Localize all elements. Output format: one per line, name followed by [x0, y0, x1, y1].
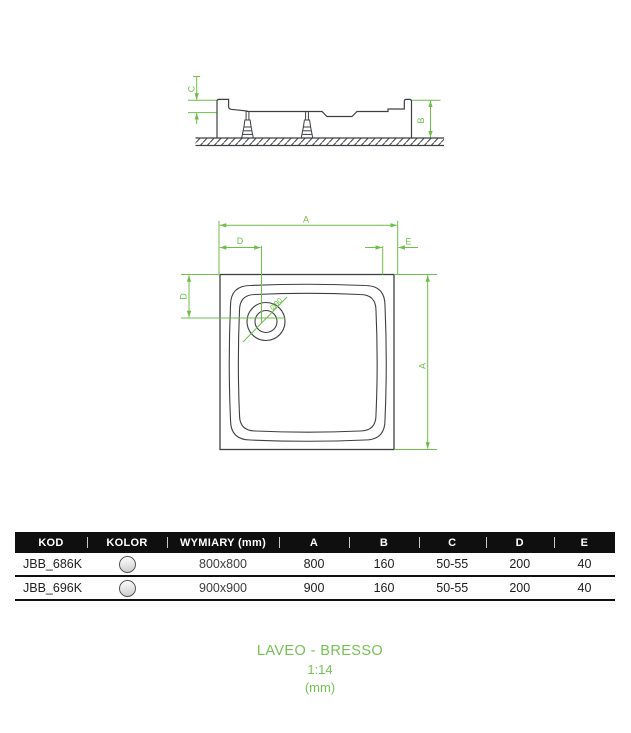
foot-left — [242, 112, 254, 139]
col-header-b: B — [349, 532, 419, 553]
side-view-dimensions — [188, 77, 441, 138]
cell-b: 160 — [373, 557, 395, 571]
col-header-kod: KOD — [38, 536, 64, 549]
cell-kod: JBB_686K — [23, 557, 83, 571]
drain-diameter-label: Ø90 — [267, 295, 285, 313]
cell-a: 900 — [303, 581, 325, 595]
col-header-c: C — [419, 532, 486, 553]
drain-outer-circle — [247, 303, 285, 341]
white-color-swatch — [119, 580, 136, 597]
cell-kod: JBB_696K — [23, 581, 83, 595]
spec-table — [15, 532, 615, 601]
cell-e: 40 — [577, 581, 592, 595]
dim-label-C: C — [186, 85, 197, 93]
col-header-kolor: KOLOR — [87, 532, 167, 553]
col-header-d: D — [486, 532, 555, 553]
drawing-units: (mm) — [304, 680, 336, 695]
spec-table-header — [15, 532, 615, 553]
cell-kolor — [87, 580, 167, 597]
col-header-a: A — [279, 532, 349, 553]
col-header-e: E — [554, 532, 615, 553]
dim-label-B: B — [416, 117, 426, 124]
top-plan-view — [220, 275, 394, 450]
tray-outer-square — [220, 275, 394, 450]
cell-d: 200 — [509, 581, 531, 595]
cell-b: 160 — [373, 581, 395, 595]
cell-wymiary: 900x900 — [199, 581, 247, 595]
drawing-footer — [165, 641, 475, 697]
col-header-wymiary: WYMIARY (mm) — [167, 532, 279, 553]
table-row — [15, 553, 615, 577]
dim-label-E: E — [405, 236, 412, 247]
cell-d: 200 — [509, 557, 531, 571]
tray-rim-inner — [238, 293, 377, 432]
cell-e: 40 — [577, 557, 592, 571]
product-name: LAVEO - BRESSO — [256, 643, 384, 659]
cell-c: 50-55 — [436, 581, 469, 595]
cell-c: 50-55 — [436, 557, 469, 571]
dim-label-A-top: A — [302, 214, 310, 225]
side-section-view — [196, 99, 445, 145]
white-color-swatch — [119, 556, 136, 573]
cell-wymiary: 800x800 — [199, 557, 247, 571]
cell-kolor — [87, 556, 167, 573]
drain-inner-circle — [255, 311, 277, 333]
table-row — [15, 577, 615, 601]
cell-a: 800 — [303, 557, 325, 571]
dim-label-D-left: D — [178, 293, 189, 300]
drawing-scale: 1:14 — [307, 662, 333, 677]
ground-hatch — [196, 138, 445, 146]
dim-label-A-right: A — [417, 362, 428, 370]
foot-right — [301, 112, 313, 139]
dim-label-D-top: D — [236, 236, 244, 246]
